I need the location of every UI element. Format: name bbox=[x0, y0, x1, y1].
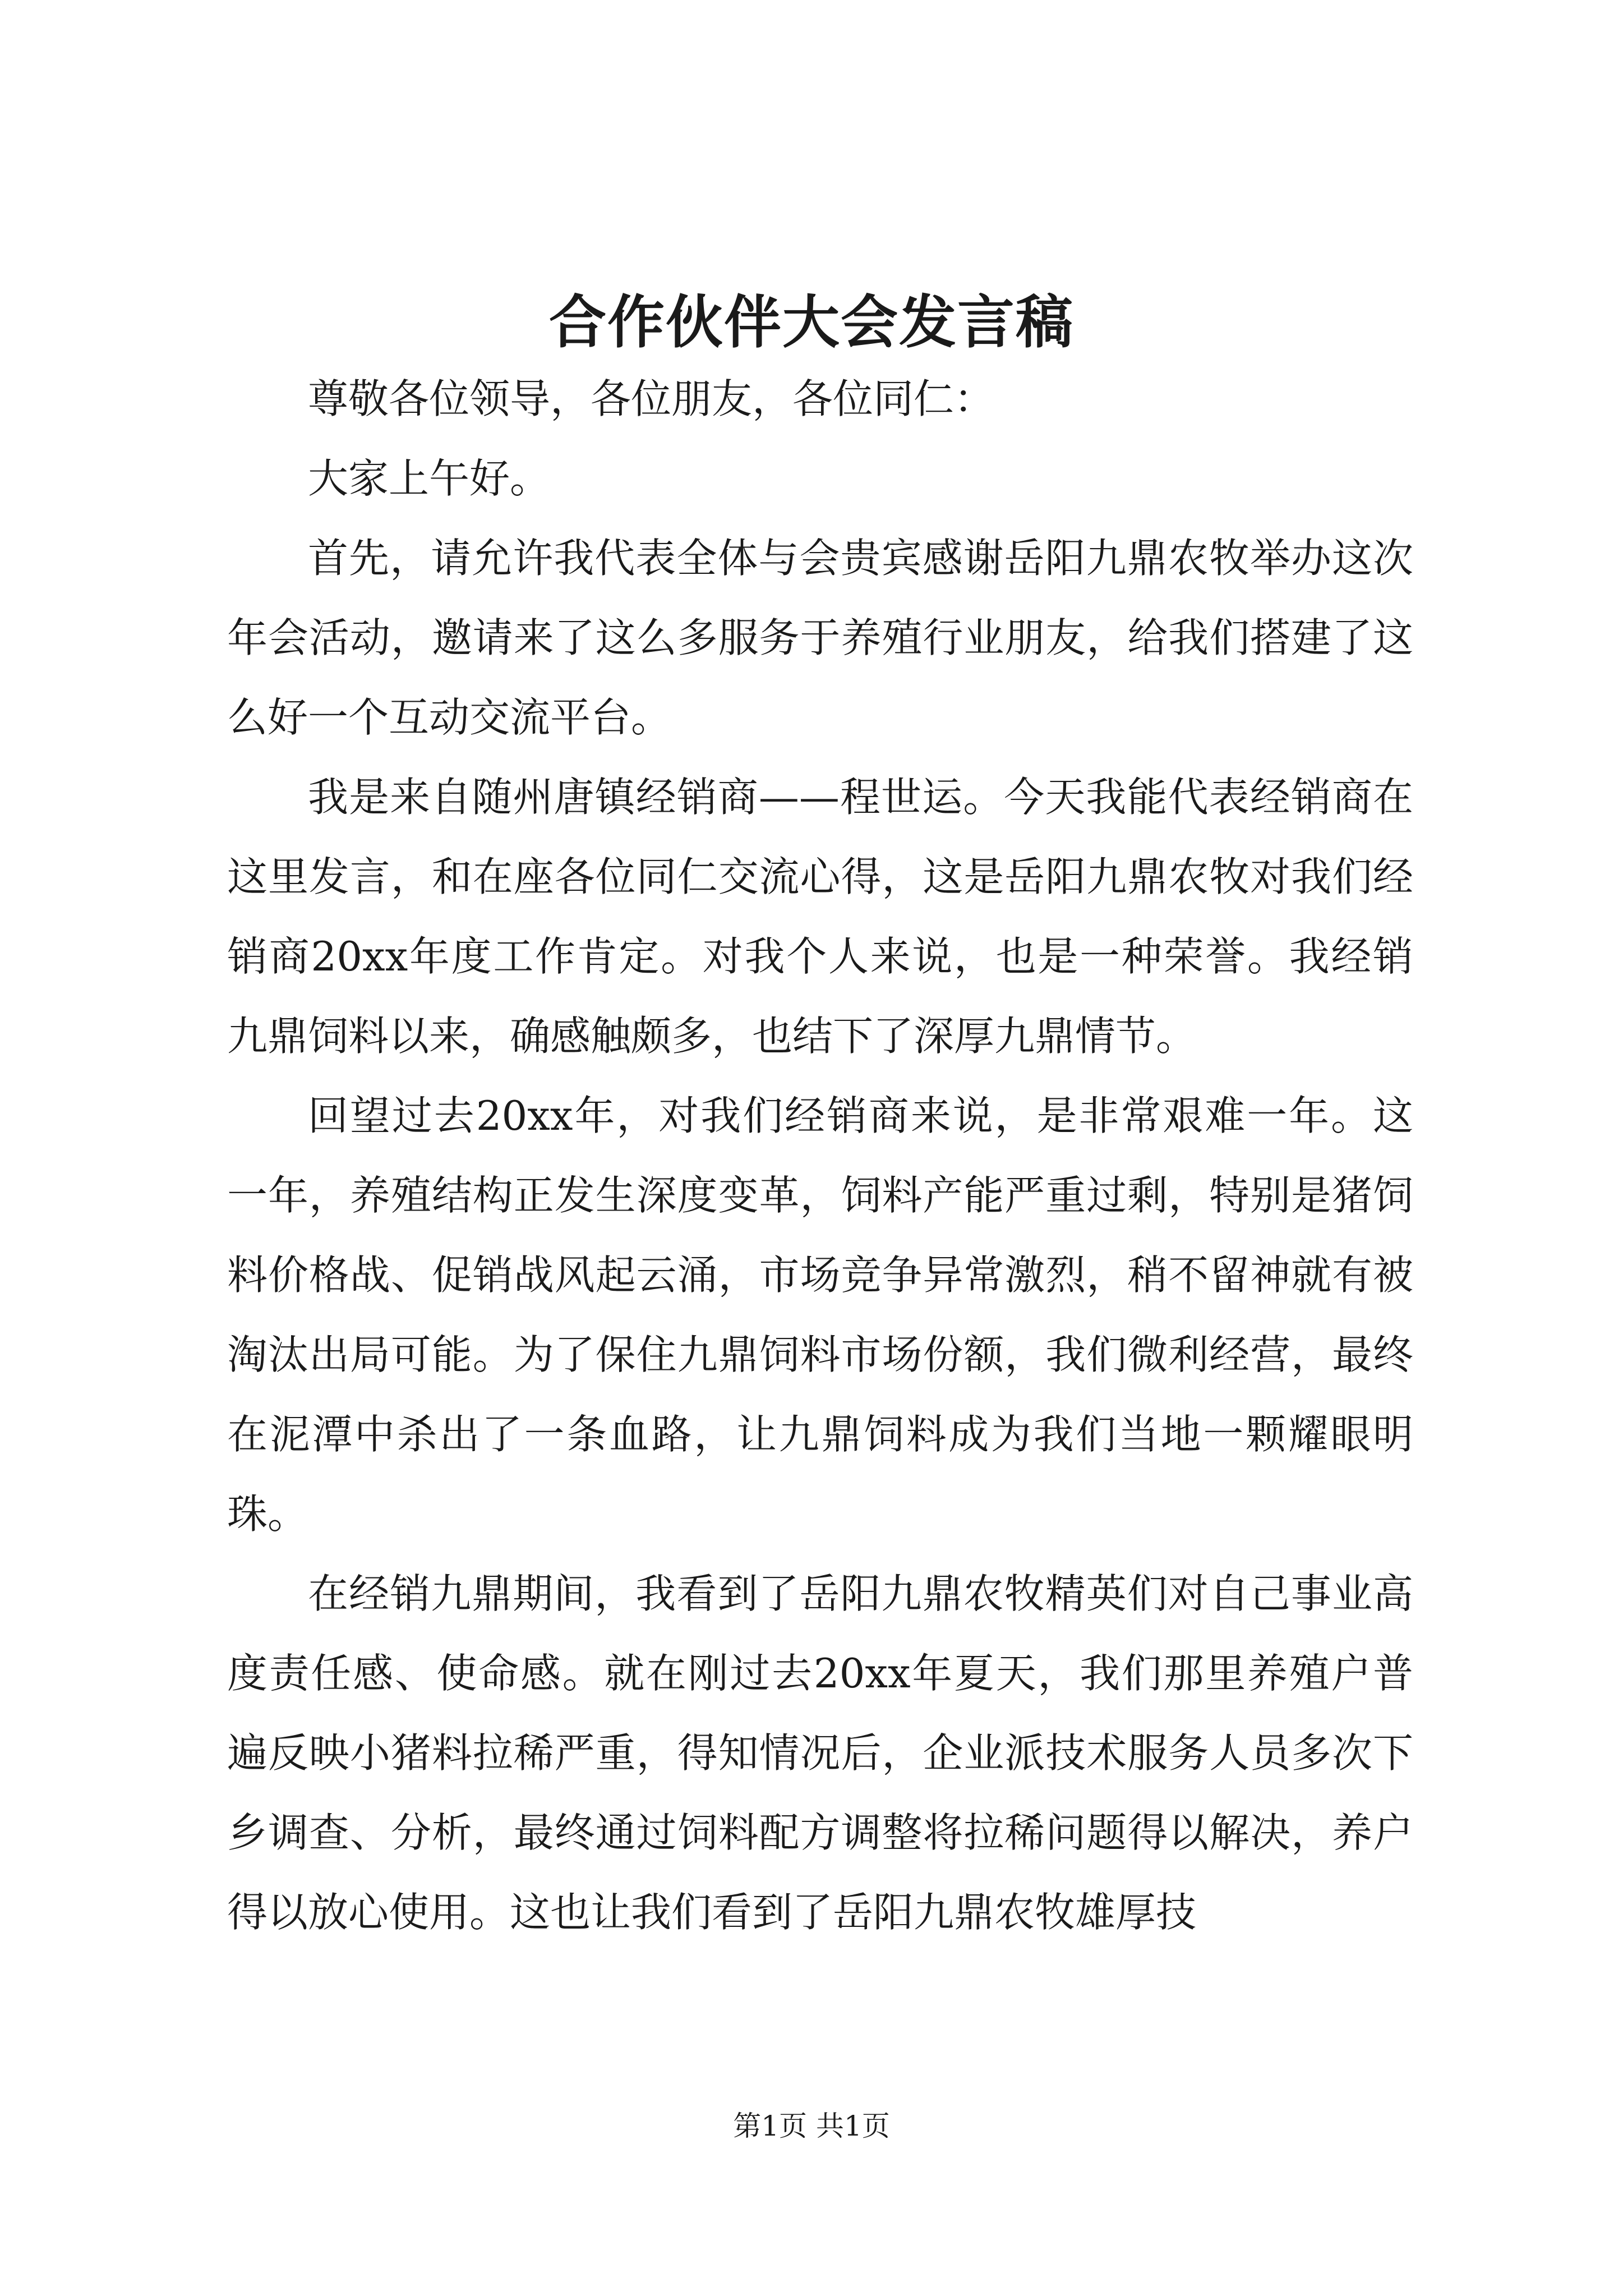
paragraph-thanks: 首先，请允许我代表全体与会贵宾感谢岳阳九鼎农牧举办这次年会活动，邀请来了这么多服务于养殖行业朋友，给我们搭建了这么好一个互动交流平台。 bbox=[227, 535, 1413, 741]
paragraph-greeting: 大家上午好。 bbox=[308, 455, 551, 502]
paragraph-experience: 在经销九鼎期间，我看到了岳阳九鼎农牧精英们对自己事业高度责任感、使命感。就在刚过去20xx年夏天，我们那里养殖户普遍反映小猪料拉稀严重，得知情况后，企业派技术服务人员多次下乡调查、分析，最终通过饲料配方调整将拉稀问题得以解决，养户得以放心使用。这也让我们看到了岳阳九鼎农牧雄厚技 bbox=[227, 1570, 1413, 1936]
document-body bbox=[227, 359, 1413, 1952]
paragraph-salutation: 尊敬各位领导，各位朋友，各位同仁： bbox=[308, 375, 995, 422]
page-footer: 第1页 共1页 bbox=[733, 2110, 890, 2142]
paragraph-review: 回望过去20xx年，对我们经销商来说，是非常艰难一年。这一年，养殖结构正发生深度变革，饲料产能严重过剩，特别是猪饲料价格战、促销战风起云涌，市场竞争异常激烈，稍不留神就有被淘汰出局可能。为了保住九鼎饲料市场份额，我们微利经营，最终在泥潭中杀出了一条血路，让九鼎饲料成为我们当地一颗耀眼明珠。 bbox=[227, 1092, 1413, 1538]
paragraph-introduction: 我是来自随州唐镇经销商——程世运。今天我能代表经销商在这里发言，和在座各位同仁交流心得，这是岳阳九鼎农牧对我们经销商20xx年度工作肯定。对我个人来说，也是一种荣誉。我经销九鼎饲料以来，确感触颇多，也结下了深厚九鼎情节。 bbox=[227, 774, 1413, 1060]
document-title: 合作伙伴大会发言稿 bbox=[549, 289, 1074, 356]
